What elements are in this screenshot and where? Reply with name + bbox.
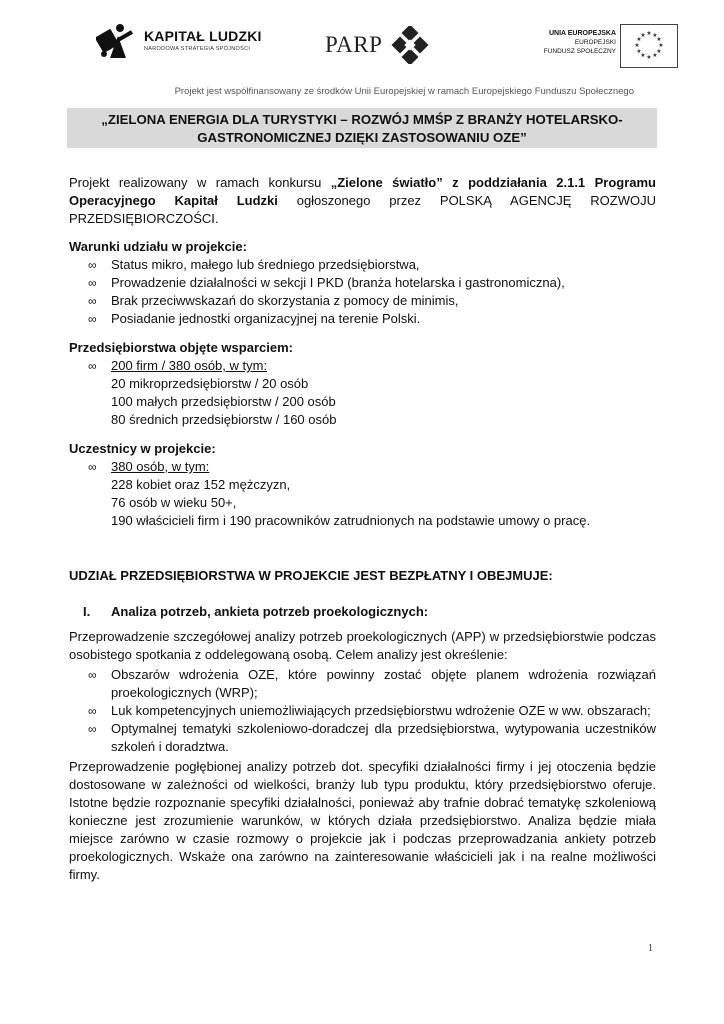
kapital-ludzki-subtitle: NARODOWA STRATEGIA SPÓJNOŚCI bbox=[144, 46, 251, 52]
eu-logo bbox=[538, 24, 678, 72]
svg-text:★: ★ bbox=[656, 48, 662, 55]
przedsiebiorstwa-list bbox=[69, 357, 656, 375]
svg-text:★: ★ bbox=[658, 42, 664, 49]
eu-line-2: EUROPEJSKI bbox=[574, 39, 616, 46]
uczestnicy-line: 190 właścicieli firm i 190 pracowników zatrudnionych na podstawie umowy o pracę. bbox=[111, 513, 591, 528]
parp-wordmark: PARP bbox=[325, 32, 383, 57]
section-1-heading bbox=[69, 603, 656, 621]
bullet-icon: ∞ bbox=[88, 668, 97, 682]
project-title bbox=[67, 108, 657, 148]
header-logos bbox=[0, 14, 724, 70]
kapital-ludzki-emblem-icon bbox=[96, 18, 140, 62]
bullet-icon: ∞ bbox=[88, 312, 97, 326]
list-item bbox=[69, 256, 656, 274]
list-item bbox=[69, 458, 656, 476]
list-item-text: 380 osób, w tym: bbox=[111, 459, 210, 474]
list-item bbox=[69, 357, 656, 375]
svg-text:★: ★ bbox=[656, 36, 662, 43]
udzial-heading: UDZIAŁ PRZEDSIĘBIORSTWA W PROJEKCIE JEST BEZPŁATNY I OBEJMUJE: bbox=[69, 568, 553, 583]
bullet-icon: ∞ bbox=[88, 704, 97, 718]
uczestnicy-list bbox=[69, 458, 656, 476]
cofinancing-note: Projekt jest współfinansowany ze środków Unii Europejskiej w ramach Europejskiego Funduszu Społecznego bbox=[174, 86, 634, 97]
section-1-paragraph-1: Przeprowadzenie szczegółowej analizy potrzeb proekologicznych (APP) w przedsiębiorstwie podczas osobistego spotkania z oddelegowaną osobą. Celem analizy jest określenie: bbox=[69, 629, 656, 662]
bullet-icon: ∞ bbox=[88, 276, 97, 290]
list-item bbox=[69, 310, 656, 328]
parp-logo bbox=[325, 26, 445, 66]
warunki-heading: Warunki udziału w projekcie: bbox=[69, 239, 247, 254]
przedsiebiorstwa-line: 80 średnich przedsiębiorstw / 160 osób bbox=[111, 412, 337, 427]
warunki-list bbox=[69, 256, 656, 328]
eu-line-1: UNIA EUROPEJSKA bbox=[548, 30, 616, 37]
section-1-paragraph-2: Przeprowadzenie pogłębionej analizy potrzeb dot. specyfiki działalności firmy i jej otoczenia będzie dostosowane w zależności od wielkości, branży lub typu produktu, który przedsiębiorstwo oferuje. Istotne będzie rozpoznanie specyfiki działalności, ponieważ aby trafnie dobrać tematykę szkoleniową konieczne jest zrozumienie warunków, w których działa przedsiębiorstwo. Analiza będzie miała miejsce zarówno w czasie rozmowy o projekcie jak i podczas przeprowadzania ankiety potrzeb proekologicznych. Wskaże ona zarówno na zainteresowanie właścicieli jak i na realne możliwości firmy. bbox=[69, 759, 656, 882]
project-title-line-2: GASTRONOMICZNEJ DZIĘKI ZASTOSOWANIU OZE” bbox=[197, 130, 527, 145]
section-1-list bbox=[69, 666, 656, 756]
uczestnicy-line: 76 osób w wieku 50+, bbox=[111, 495, 237, 510]
bullet-icon: ∞ bbox=[88, 359, 97, 373]
list-item bbox=[69, 274, 656, 292]
eu-line-3: FUNDUSZ SPOŁECZNY bbox=[543, 48, 616, 55]
kapital-ludzki-logo bbox=[96, 18, 271, 66]
list-item-text: 200 firm / 380 osób, w tym: bbox=[111, 358, 268, 373]
list-item-text: Brak przeciwwskazań do skorzystania z pomocy de minimis, bbox=[111, 293, 459, 308]
list-item-text: Optymalnej tematyki szkoleniowo-doradczej dla przedsiębiorstwa, wytypowania uczestników szkoleń i doradztwa. bbox=[111, 721, 656, 754]
uczestnicy-line: 228 kobiet oraz 152 mężczyzn, bbox=[111, 477, 291, 492]
eu-flag-icon bbox=[620, 24, 678, 68]
list-item-text: Prowadzenie działalności w sekcji I PKD (branża hotelarska i gastronomiczna), bbox=[111, 275, 565, 290]
page-number: 1 bbox=[648, 943, 653, 954]
bullet-icon: ∞ bbox=[88, 460, 97, 474]
intro-program-name: „Zielone światło” z poddziałania 2.1.1 Programu Operacyjnego Kapitał Ludzki bbox=[69, 175, 656, 208]
intro-text: Projekt realizowany w ramach konkursu bbox=[69, 175, 331, 190]
list-item bbox=[69, 702, 656, 720]
svg-text:★: ★ bbox=[652, 32, 658, 39]
svg-text:★: ★ bbox=[652, 52, 658, 59]
list-item-text: Obszarów wdrożenia OZE, które powinny zostać objęte planem wdrożenia rozwiązań proekologicznych (WRP); bbox=[111, 667, 656, 700]
list-item bbox=[69, 292, 656, 310]
bullet-icon: ∞ bbox=[88, 258, 97, 272]
list-item bbox=[69, 666, 656, 702]
przedsiebiorstwa-line: 100 małych przedsiębiorstw / 200 osób bbox=[111, 394, 336, 409]
bullet-icon: ∞ bbox=[88, 294, 97, 308]
svg-text:★: ★ bbox=[646, 54, 652, 61]
uczestnicy-heading: Uczestnicy w projekcie: bbox=[69, 441, 216, 456]
list-item bbox=[69, 720, 656, 756]
section-1-number: I. bbox=[83, 604, 91, 619]
svg-text:★: ★ bbox=[640, 52, 646, 59]
parp-emblem-icon bbox=[391, 26, 429, 64]
intro-paragraph bbox=[69, 174, 656, 228]
bullet-icon: ∞ bbox=[88, 722, 97, 736]
przedsiebiorstwa-heading: Przedsiębiorstwa objęte wsparciem: bbox=[69, 340, 293, 355]
document-body bbox=[69, 174, 656, 884]
kapital-ludzki-title: KAPITAŁ LUDZKI bbox=[144, 28, 262, 44]
svg-text:★: ★ bbox=[646, 30, 652, 37]
list-item-text: Status mikro, małego lub średniego przedsiębiorstwa, bbox=[111, 257, 420, 272]
list-item-text: Luk kompetencyjnych uniemożliwiających przedsiębiorstwu wdrożenie OZE w ww. obszarach; bbox=[111, 703, 651, 718]
intro-text-end: ogłoszonego przez POLSKĄ AGENCJĘ ROZWOJU PRZEDSIĘBIORCZOŚCI. bbox=[69, 193, 656, 226]
przedsiebiorstwa-line: 20 mikroprzedsiębiorstw / 20 osób bbox=[111, 376, 309, 391]
project-title-line-1: „ZIELONA ENERGIA DLA TURYSTYKI – ROZWÓJ MMŚP Z BRANŻY HOTELARSKO- bbox=[101, 112, 623, 127]
svg-text:★: ★ bbox=[636, 48, 642, 55]
svg-text:★: ★ bbox=[636, 36, 642, 43]
list-item-text: Posiadanie jednostki organizacyjnej na terenie Polski. bbox=[111, 311, 421, 326]
svg-text:★: ★ bbox=[634, 42, 640, 49]
svg-text:★: ★ bbox=[640, 32, 646, 39]
section-1-title: Analiza potrzeb, ankieta potrzeb proekologicznych: bbox=[111, 604, 429, 619]
